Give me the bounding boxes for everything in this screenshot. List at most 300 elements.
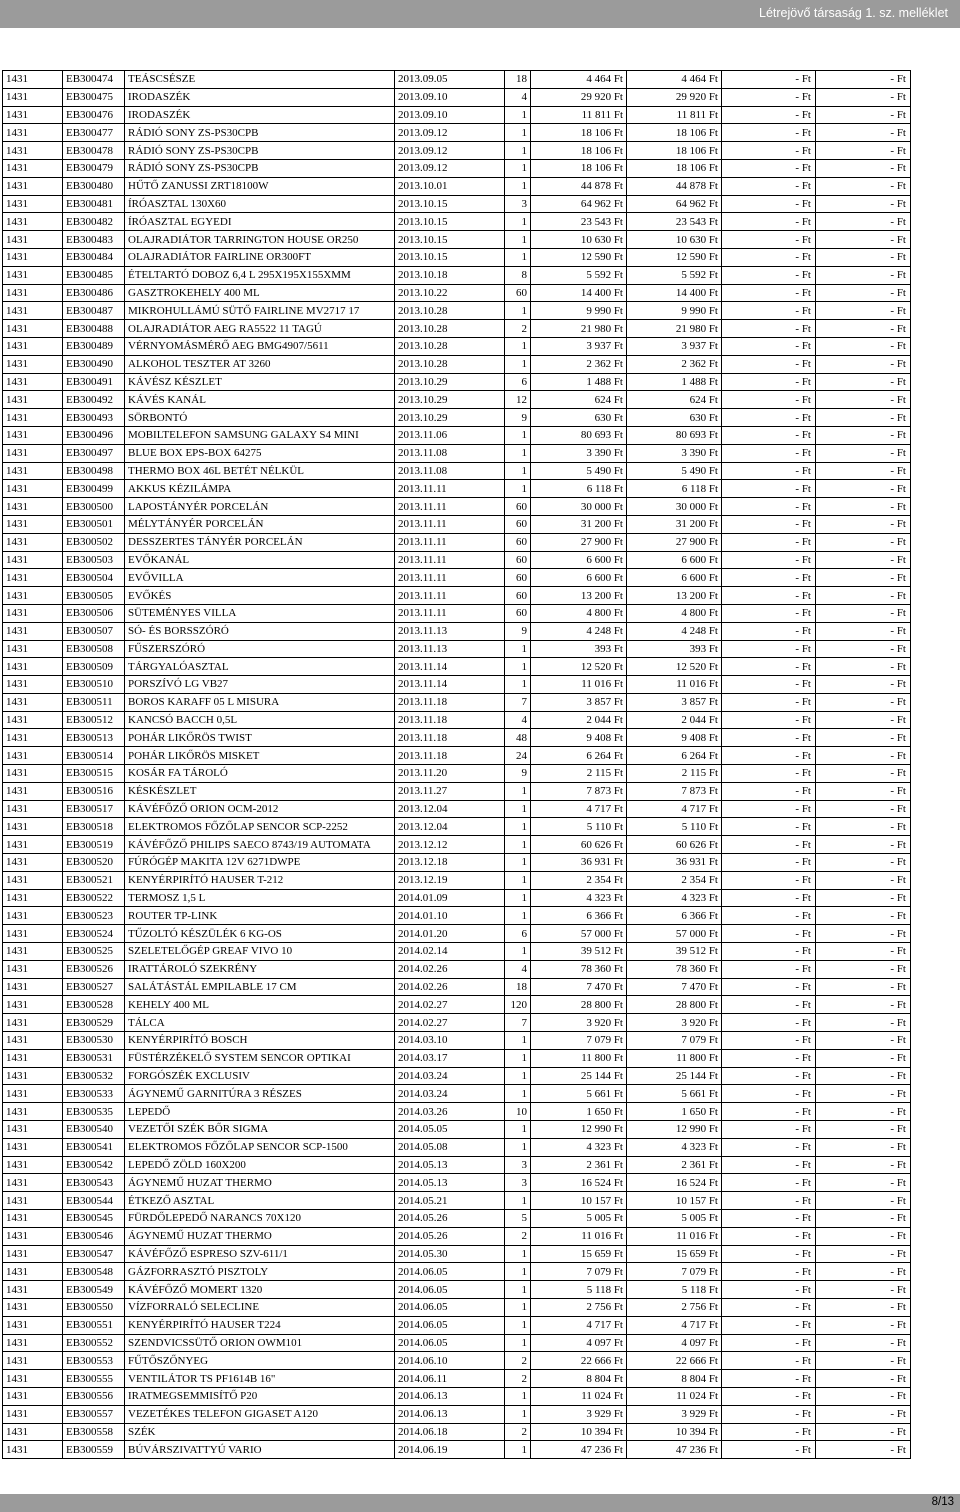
account-cell: 1431 (3, 195, 63, 213)
table-row (3, 1334, 911, 1352)
quantity-cell: 2 (505, 1423, 531, 1441)
gross-value-cell: 6 600 Ft (531, 551, 627, 569)
account-cell: 1431 (3, 462, 63, 480)
net-value-cell: - Ft (722, 1387, 816, 1405)
depreciation-cell: 11 811 Ft (627, 106, 722, 124)
asset-id-cell: EB300507 (63, 622, 125, 640)
date-cell: 2013.10.28 (395, 320, 505, 338)
depreciation-cell: 60 626 Ft (627, 836, 722, 854)
account-cell: 1431 (3, 355, 63, 373)
net-value-cell: - Ft (722, 889, 816, 907)
date-cell: 2014.05.30 (395, 1245, 505, 1263)
residual-value-cell: - Ft (816, 1138, 911, 1156)
asset-name-cell: ÁGYNEMŰ HUZAT THERMO (125, 1227, 395, 1245)
table-row (3, 889, 911, 907)
depreciation-cell: 10 630 Ft (627, 231, 722, 249)
net-value-cell: - Ft (722, 426, 816, 444)
asset-id-cell: EB300526 (63, 960, 125, 978)
table-row (3, 1014, 911, 1032)
date-cell: 2014.02.27 (395, 1014, 505, 1032)
depreciation-cell: 11 016 Ft (627, 1227, 722, 1245)
asset-name-cell: KENYÉRPIRÍTÓ BOSCH (125, 1032, 395, 1050)
asset-id-cell: EB300524 (63, 925, 125, 943)
asset-id-cell: EB300522 (63, 889, 125, 907)
gross-value-cell: 12 590 Ft (531, 248, 627, 266)
asset-id-cell: EB300487 (63, 302, 125, 320)
account-cell: 1431 (3, 320, 63, 338)
asset-name-cell: SÖRBONTÓ (125, 409, 395, 427)
date-cell: 2013.10.29 (395, 409, 505, 427)
date-cell: 2013.10.28 (395, 337, 505, 355)
table-row (3, 71, 911, 89)
gross-value-cell: 5 490 Ft (531, 462, 627, 480)
date-cell: 2013.09.12 (395, 124, 505, 142)
residual-value-cell: - Ft (816, 1387, 911, 1405)
date-cell: 2014.03.10 (395, 1032, 505, 1050)
asset-id-cell: EB300498 (63, 462, 125, 480)
asset-id-cell: EB300559 (63, 1441, 125, 1459)
depreciation-cell: 2 044 Ft (627, 711, 722, 729)
residual-value-cell: - Ft (816, 978, 911, 996)
quantity-cell: 1 (505, 871, 531, 889)
asset-name-cell: EVŐKANÁL (125, 551, 395, 569)
depreciation-cell: 7 079 Ft (627, 1032, 722, 1050)
quantity-cell: 1 (505, 480, 531, 498)
table-row (3, 622, 911, 640)
gross-value-cell: 25 144 Ft (531, 1067, 627, 1085)
residual-value-cell: - Ft (816, 337, 911, 355)
date-cell: 2014.02.26 (395, 960, 505, 978)
account-cell: 1431 (3, 943, 63, 961)
asset-name-cell: MIKROHULLÁMÚ SÜTŐ FAIRLINE MV2717 17 (125, 302, 395, 320)
date-cell: 2013.09.10 (395, 106, 505, 124)
depreciation-cell: 44 878 Ft (627, 177, 722, 195)
net-value-cell: - Ft (722, 106, 816, 124)
date-cell: 2014.05.05 (395, 1121, 505, 1139)
net-value-cell: - Ft (722, 604, 816, 622)
quantity-cell: 1 (505, 1316, 531, 1334)
gross-value-cell: 10 394 Ft (531, 1423, 627, 1441)
date-cell: 2013.12.18 (395, 854, 505, 872)
quantity-cell: 1 (505, 426, 531, 444)
depreciation-cell: 7 470 Ft (627, 978, 722, 996)
quantity-cell: 1 (505, 943, 531, 961)
asset-name-cell: SALÁTÁSTÁL EMPILABLE 17 CM (125, 978, 395, 996)
table-row (3, 1103, 911, 1121)
residual-value-cell: - Ft (816, 124, 911, 142)
quantity-cell: 1 (505, 800, 531, 818)
account-cell: 1431 (3, 213, 63, 231)
table-row (3, 1352, 911, 1370)
gross-value-cell: 13 200 Ft (531, 587, 627, 605)
date-cell: 2014.06.11 (395, 1370, 505, 1388)
net-value-cell: - Ft (722, 1281, 816, 1299)
quantity-cell: 1 (505, 355, 531, 373)
depreciation-cell: 80 693 Ft (627, 426, 722, 444)
gross-value-cell: 18 106 Ft (531, 159, 627, 177)
account-cell: 1431 (3, 444, 63, 462)
table-row (3, 658, 911, 676)
account-cell: 1431 (3, 498, 63, 516)
asset-name-cell: LAPOSTÁNYÉR PORCELÁN (125, 498, 395, 516)
depreciation-cell: 4 717 Ft (627, 800, 722, 818)
asset-name-cell: ALKOHOL TESZTER AT 3260 (125, 355, 395, 373)
residual-value-cell: - Ft (816, 1281, 911, 1299)
net-value-cell: - Ft (722, 1441, 816, 1459)
residual-value-cell: - Ft (816, 515, 911, 533)
account-cell: 1431 (3, 836, 63, 854)
date-cell: 2013.11.11 (395, 604, 505, 622)
gross-value-cell: 5 005 Ft (531, 1210, 627, 1228)
account-cell: 1431 (3, 1227, 63, 1245)
residual-value-cell: - Ft (816, 426, 911, 444)
asset-id-cell: EB300504 (63, 569, 125, 587)
date-cell: 2013.10.18 (395, 266, 505, 284)
gross-value-cell: 2 756 Ft (531, 1298, 627, 1316)
quantity-cell: 1 (505, 1049, 531, 1067)
date-cell: 2013.10.15 (395, 213, 505, 231)
quantity-cell: 3 (505, 1174, 531, 1192)
asset-name-cell: AKKUS KÉZILÁMPA (125, 480, 395, 498)
residual-value-cell: - Ft (816, 587, 911, 605)
table-row (3, 640, 911, 658)
residual-value-cell: - Ft (816, 248, 911, 266)
asset-id-cell: EB300530 (63, 1032, 125, 1050)
gross-value-cell: 4 323 Ft (531, 889, 627, 907)
asset-id-cell: EB300544 (63, 1192, 125, 1210)
quantity-cell: 10 (505, 1103, 531, 1121)
quantity-cell: 60 (505, 498, 531, 516)
depreciation-cell: 4 097 Ft (627, 1334, 722, 1352)
account-cell: 1431 (3, 426, 63, 444)
date-cell: 2013.11.11 (395, 498, 505, 516)
gross-value-cell: 3 929 Ft (531, 1405, 627, 1423)
residual-value-cell: - Ft (816, 142, 911, 160)
asset-name-cell: TERMOSZ 1,5 L (125, 889, 395, 907)
date-cell: 2014.05.13 (395, 1174, 505, 1192)
quantity-cell: 9 (505, 409, 531, 427)
asset-id-cell: EB300509 (63, 658, 125, 676)
quantity-cell: 2 (505, 320, 531, 338)
asset-id-cell: EB300486 (63, 284, 125, 302)
table-row (3, 551, 911, 569)
net-value-cell: - Ft (722, 1049, 816, 1067)
depreciation-cell: 8 804 Ft (627, 1370, 722, 1388)
inventory-table-body (3, 71, 911, 1459)
gross-value-cell: 3 390 Ft (531, 444, 627, 462)
table-row (3, 1138, 911, 1156)
quantity-cell: 1 (505, 142, 531, 160)
asset-id-cell: EB300547 (63, 1245, 125, 1263)
quantity-cell: 1 (505, 213, 531, 231)
depreciation-cell: 4 800 Ft (627, 604, 722, 622)
depreciation-cell: 3 857 Ft (627, 693, 722, 711)
asset-name-cell: TÁLCA (125, 1014, 395, 1032)
asset-name-cell: IRATMEGSEMMISÍTŐ P20 (125, 1387, 395, 1405)
table-row (3, 1281, 911, 1299)
asset-name-cell: POHÁR LIKŐRÖS MISKET (125, 747, 395, 765)
depreciation-cell: 11 016 Ft (627, 676, 722, 694)
date-cell: 2013.12.12 (395, 836, 505, 854)
asset-name-cell: KÉSKÉSZLET (125, 782, 395, 800)
date-cell: 2013.10.28 (395, 355, 505, 373)
residual-value-cell: - Ft (816, 1067, 911, 1085)
gross-value-cell: 11 800 Ft (531, 1049, 627, 1067)
depreciation-cell: 16 524 Ft (627, 1174, 722, 1192)
date-cell: 2014.06.05 (395, 1316, 505, 1334)
table-row (3, 800, 911, 818)
depreciation-cell: 4 464 Ft (627, 71, 722, 89)
asset-name-cell: VEZETŐI SZÉK BŐR SIGMA (125, 1121, 395, 1139)
asset-id-cell: EB300535 (63, 1103, 125, 1121)
asset-id-cell: EB300521 (63, 871, 125, 889)
asset-name-cell: TÁRGYALÓASZTAL (125, 658, 395, 676)
net-value-cell: - Ft (722, 854, 816, 872)
quantity-cell: 1 (505, 1245, 531, 1263)
asset-id-cell: EB300550 (63, 1298, 125, 1316)
asset-id-cell: EB300491 (63, 373, 125, 391)
net-value-cell: - Ft (722, 925, 816, 943)
account-cell: 1431 (3, 248, 63, 266)
gross-value-cell: 5 110 Ft (531, 818, 627, 836)
asset-id-cell: EB300483 (63, 231, 125, 249)
depreciation-cell: 2 361 Ft (627, 1156, 722, 1174)
quantity-cell: 9 (505, 765, 531, 783)
table-row (3, 177, 911, 195)
residual-value-cell: - Ft (816, 676, 911, 694)
account-cell: 1431 (3, 1370, 63, 1388)
asset-id-cell: EB300548 (63, 1263, 125, 1281)
net-value-cell: - Ft (722, 587, 816, 605)
asset-id-cell: EB300513 (63, 729, 125, 747)
depreciation-cell: 39 512 Ft (627, 943, 722, 961)
residual-value-cell: - Ft (816, 854, 911, 872)
residual-value-cell: - Ft (816, 71, 911, 89)
date-cell: 2014.06.05 (395, 1263, 505, 1281)
account-cell: 1431 (3, 622, 63, 640)
residual-value-cell: - Ft (816, 1334, 911, 1352)
gross-value-cell: 21 980 Ft (531, 320, 627, 338)
quantity-cell: 1 (505, 1298, 531, 1316)
account-cell: 1431 (3, 337, 63, 355)
header-title: Létrejövő társaság 1. sz. melléklet (759, 6, 948, 20)
date-cell: 2013.12.19 (395, 871, 505, 889)
gross-value-cell: 64 962 Ft (531, 195, 627, 213)
asset-name-cell: LEPEDŐ (125, 1103, 395, 1121)
net-value-cell: - Ft (722, 676, 816, 694)
asset-name-cell: RÁDIÓ SONY ZS-PS30CPB (125, 124, 395, 142)
depreciation-cell: 36 931 Ft (627, 854, 722, 872)
depreciation-cell: 7 873 Ft (627, 782, 722, 800)
account-cell: 1431 (3, 658, 63, 676)
table-row (3, 231, 911, 249)
asset-id-cell: EB300543 (63, 1174, 125, 1192)
asset-name-cell: SZÉK (125, 1423, 395, 1441)
date-cell: 2014.03.24 (395, 1085, 505, 1103)
table-row (3, 195, 911, 213)
quantity-cell: 1 (505, 1405, 531, 1423)
gross-value-cell: 393 Ft (531, 640, 627, 658)
quantity-cell: 1 (505, 658, 531, 676)
residual-value-cell: - Ft (816, 444, 911, 462)
table-row (3, 1174, 911, 1192)
gross-value-cell: 2 354 Ft (531, 871, 627, 889)
asset-name-cell: EVŐKÉS (125, 587, 395, 605)
gross-value-cell: 14 400 Ft (531, 284, 627, 302)
account-cell: 1431 (3, 960, 63, 978)
date-cell: 2013.12.04 (395, 818, 505, 836)
asset-id-cell: EB300475 (63, 88, 125, 106)
table-row (3, 604, 911, 622)
asset-id-cell: EB300490 (63, 355, 125, 373)
quantity-cell: 1 (505, 1387, 531, 1405)
asset-name-cell: POHÁR LIKŐRÖS TWIST (125, 729, 395, 747)
date-cell: 2014.05.21 (395, 1192, 505, 1210)
asset-id-cell: EB300496 (63, 426, 125, 444)
asset-id-cell: EB300528 (63, 996, 125, 1014)
residual-value-cell: - Ft (816, 480, 911, 498)
depreciation-cell: 23 543 Ft (627, 213, 722, 231)
net-value-cell: - Ft (722, 658, 816, 676)
depreciation-cell: 78 360 Ft (627, 960, 722, 978)
account-cell: 1431 (3, 177, 63, 195)
quantity-cell: 1 (505, 818, 531, 836)
depreciation-cell: 12 990 Ft (627, 1121, 722, 1139)
table-row (3, 213, 911, 231)
residual-value-cell: - Ft (816, 996, 911, 1014)
quantity-cell: 1 (505, 1281, 531, 1299)
account-cell: 1431 (3, 142, 63, 160)
account-cell: 1431 (3, 747, 63, 765)
residual-value-cell: - Ft (816, 409, 911, 427)
residual-value-cell: - Ft (816, 1263, 911, 1281)
quantity-cell: 120 (505, 996, 531, 1014)
asset-name-cell: RÁDIÓ SONY ZS-PS30CPB (125, 142, 395, 160)
net-value-cell: - Ft (722, 729, 816, 747)
asset-id-cell: EB300481 (63, 195, 125, 213)
asset-name-cell: FŰTŐSZŐNYEG (125, 1352, 395, 1370)
net-value-cell: - Ft (722, 943, 816, 961)
account-cell: 1431 (3, 676, 63, 694)
residual-value-cell: - Ft (816, 302, 911, 320)
date-cell: 2013.11.14 (395, 676, 505, 694)
depreciation-cell: 10 157 Ft (627, 1192, 722, 1210)
quantity-cell: 6 (505, 925, 531, 943)
depreciation-cell: 5 110 Ft (627, 818, 722, 836)
table-row (3, 871, 911, 889)
gross-value-cell: 4 800 Ft (531, 604, 627, 622)
date-cell: 2013.10.22 (395, 284, 505, 302)
asset-id-cell: EB300542 (63, 1156, 125, 1174)
account-cell: 1431 (3, 373, 63, 391)
date-cell: 2014.02.26 (395, 978, 505, 996)
asset-name-cell: ÍRÓASZTAL 130X60 (125, 195, 395, 213)
asset-id-cell: EB300489 (63, 337, 125, 355)
date-cell: 2014.06.05 (395, 1281, 505, 1299)
net-value-cell: - Ft (722, 320, 816, 338)
depreciation-cell: 2 115 Ft (627, 765, 722, 783)
account-cell: 1431 (3, 818, 63, 836)
net-value-cell: - Ft (722, 409, 816, 427)
asset-name-cell: IRATTÁROLÓ SZEKRÉNY (125, 960, 395, 978)
date-cell: 2013.09.12 (395, 142, 505, 160)
asset-name-cell: OLAJRADIÁTOR FAIRLINE OR300FT (125, 248, 395, 266)
account-cell: 1431 (3, 1014, 63, 1032)
quantity-cell: 1 (505, 640, 531, 658)
residual-value-cell: - Ft (816, 1192, 911, 1210)
table-row (3, 373, 911, 391)
table-row (3, 284, 911, 302)
residual-value-cell: - Ft (816, 159, 911, 177)
quantity-cell: 1 (505, 106, 531, 124)
depreciation-cell: 5 661 Ft (627, 1085, 722, 1103)
gross-value-cell: 8 804 Ft (531, 1370, 627, 1388)
table-row (3, 747, 911, 765)
depreciation-cell: 25 144 Ft (627, 1067, 722, 1085)
residual-value-cell: - Ft (816, 462, 911, 480)
account-cell: 1431 (3, 302, 63, 320)
gross-value-cell: 2 044 Ft (531, 711, 627, 729)
net-value-cell: - Ft (722, 284, 816, 302)
quantity-cell: 1 (505, 231, 531, 249)
depreciation-cell: 1 650 Ft (627, 1103, 722, 1121)
asset-id-cell: EB300557 (63, 1405, 125, 1423)
residual-value-cell: - Ft (816, 1441, 911, 1459)
account-cell: 1431 (3, 1387, 63, 1405)
table-row (3, 320, 911, 338)
asset-id-cell: EB300482 (63, 213, 125, 231)
date-cell: 2013.11.08 (395, 444, 505, 462)
gross-value-cell: 6 264 Ft (531, 747, 627, 765)
account-cell: 1431 (3, 925, 63, 943)
gross-value-cell: 27 900 Ft (531, 533, 627, 551)
residual-value-cell: - Ft (816, 1227, 911, 1245)
net-value-cell: - Ft (722, 1032, 816, 1050)
asset-name-cell: ÁGYNEMŰ HUZAT THERMO (125, 1174, 395, 1192)
table-row (3, 960, 911, 978)
quantity-cell: 1 (505, 1334, 531, 1352)
residual-value-cell: - Ft (816, 195, 911, 213)
asset-id-cell: EB300500 (63, 498, 125, 516)
asset-id-cell: EB300516 (63, 782, 125, 800)
quantity-cell: 1 (505, 159, 531, 177)
residual-value-cell: - Ft (816, 925, 911, 943)
asset-id-cell: EB300551 (63, 1316, 125, 1334)
asset-id-cell: EB300525 (63, 943, 125, 961)
asset-name-cell: IRODASZÉK (125, 88, 395, 106)
account-cell: 1431 (3, 159, 63, 177)
residual-value-cell: - Ft (816, 604, 911, 622)
asset-name-cell: TEÁSCSÉSZE (125, 71, 395, 89)
date-cell: 2013.10.28 (395, 302, 505, 320)
net-value-cell: - Ft (722, 213, 816, 231)
table-row (3, 1067, 911, 1085)
gross-value-cell: 10 630 Ft (531, 231, 627, 249)
quantity-cell: 60 (505, 515, 531, 533)
date-cell: 2013.11.11 (395, 480, 505, 498)
quantity-cell: 1 (505, 836, 531, 854)
table-row (3, 355, 911, 373)
date-cell: 2013.11.11 (395, 533, 505, 551)
table-row (3, 1245, 911, 1263)
gross-value-cell: 30 000 Ft (531, 498, 627, 516)
net-value-cell: - Ft (722, 960, 816, 978)
asset-name-cell: KEHELY 400 ML (125, 996, 395, 1014)
asset-id-cell: EB300546 (63, 1227, 125, 1245)
asset-name-cell: THERMO BOX 46L BETÉT NÉLKÜL (125, 462, 395, 480)
gross-value-cell: 4 464 Ft (531, 71, 627, 89)
table-row (3, 1049, 911, 1067)
